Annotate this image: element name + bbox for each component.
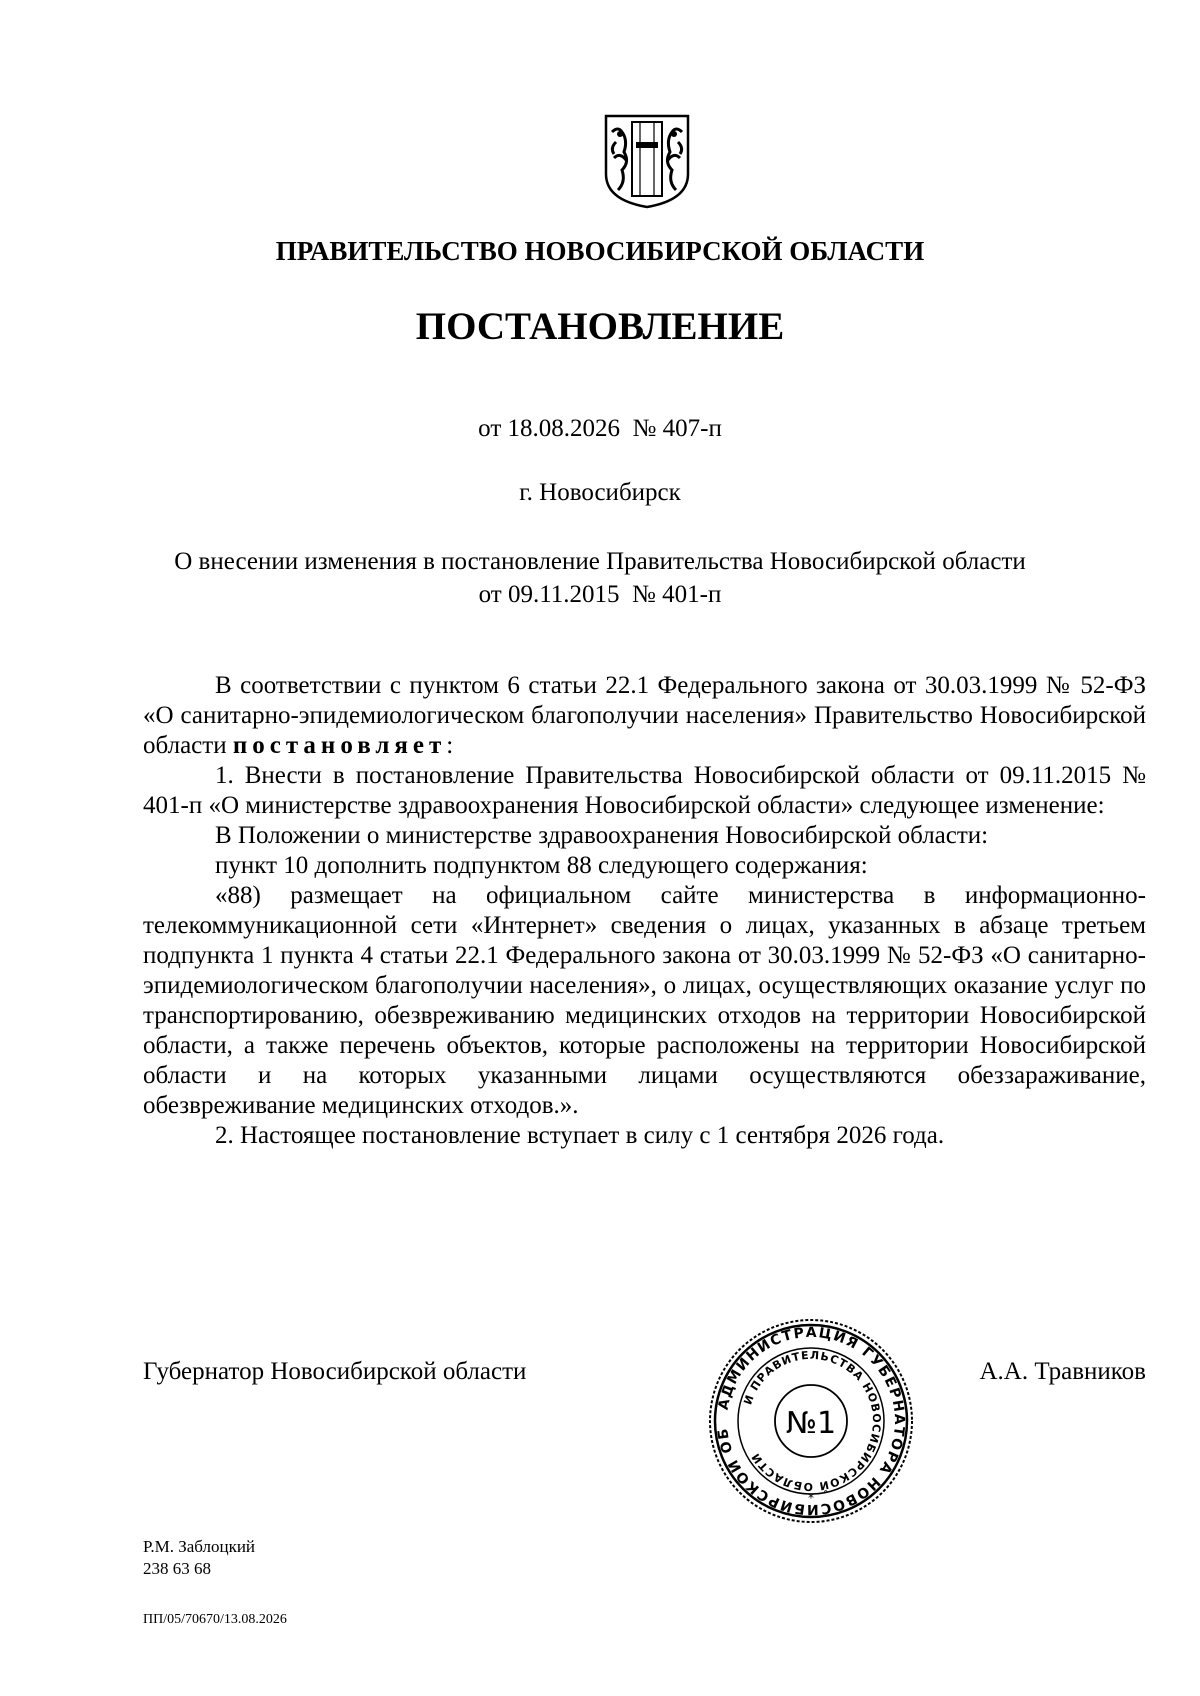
clause-2-paragraph: 2. Настоящее постановление вступает в силу с 1 сентября 2026 года. — [215, 1122, 945, 1149]
coat-of-arms-icon — [602, 112, 692, 215]
preamble-end: : — [446, 732, 454, 759]
organization-title: ПРАВИТЕЛЬСТВО НОВОСИБИРСКОЙ ОБЛАСТИ — [275, 236, 925, 266]
document-body — [143, 671, 1146, 1151]
regulation-paragraph: В Положении о министерстве здравоохранения Новосибирской области: — [215, 822, 989, 849]
preamble-text: В соответствии с пунктом 6 статьи 22.1 Федерального закона от 30.03.1999 № 52-ФЗ «О санитарно-эпидемиологическом благополучии населения» Правительство Новосибирской области — [143, 672, 1146, 759]
svg-text:*: * — [808, 1491, 814, 1505]
seal-number: №1 — [785, 1406, 837, 1441]
document-registry-code: ПП/05/70670/13.08.2026 — [143, 1612, 287, 1627]
executor-phone: 238 63 68 — [143, 1559, 211, 1578]
preamble-paragraph — [143, 671, 1146, 761]
subject-line-2: от 09.11.2015 № 401-п — [478, 581, 722, 608]
subject-line-1: О внесении изменения в постановление Правительства Новосибирской области — [174, 548, 1026, 575]
amendment-intro-paragraph: пункт 10 дополнить подпунктом 88 следующего содержания: — [215, 852, 868, 879]
document-type: ПОСТАНОВЛЕНИЕ — [415, 305, 785, 348]
signatory-role: Губернатор Новосибирской области — [143, 1358, 527, 1385]
signatory-name: А.А. Травников — [979, 1358, 1146, 1385]
clause-1-paragraph: 1. Внести в постановление Правительства Новосибирской области от 09.11.2015 № 401-п «О министерстве здравоохранения Новосибирской области» следующее изменение: — [143, 762, 1146, 819]
subclause-88-paragraph: «88) размещает на официальном сайте министерства в информационно-телекоммуникационной сети «Интернет» сведения о лицах, указанных в абзаце третьем подпункта 1 пункта 4 статьи 22.1 Федерального закона от 30.03.1999 № 52-ФЗ «О санитарно-эпидемиологическом благополучии населения», о лицах, осуществляющих оказание услуг по транспортированию, обезвреживанию медицинских отходов на территории Новосибирской области, а также перечень объектов, которые расположены на территории Новосибирской области и на которых указанными лицами осуществляются обеззараживание, обезвреживание медицинских отходов.». — [143, 882, 1146, 1119]
document-date-number: от 18.08.2026 № 407-п — [478, 415, 722, 442]
seal-outer-text: АДМИНИСТРАЦИЯ ГУБЕРНАТОРА НОВОСИБИРСКОЙ ОБ — [715, 1324, 908, 1518]
preamble-action: постановляет — [232, 732, 447, 759]
executor-name: Р.М. Заблоцкий — [143, 1537, 256, 1556]
document-city: г. Новосибирск — [519, 479, 681, 506]
seal-inner-text: И ПРАВИТЕЛЬСТВА НОВОСИБИРСКОЙ ОБЛАСТИ — [741, 1348, 884, 1494]
document-subject — [0, 545, 1200, 611]
official-seal-stamp — [706, 1316, 916, 1531]
